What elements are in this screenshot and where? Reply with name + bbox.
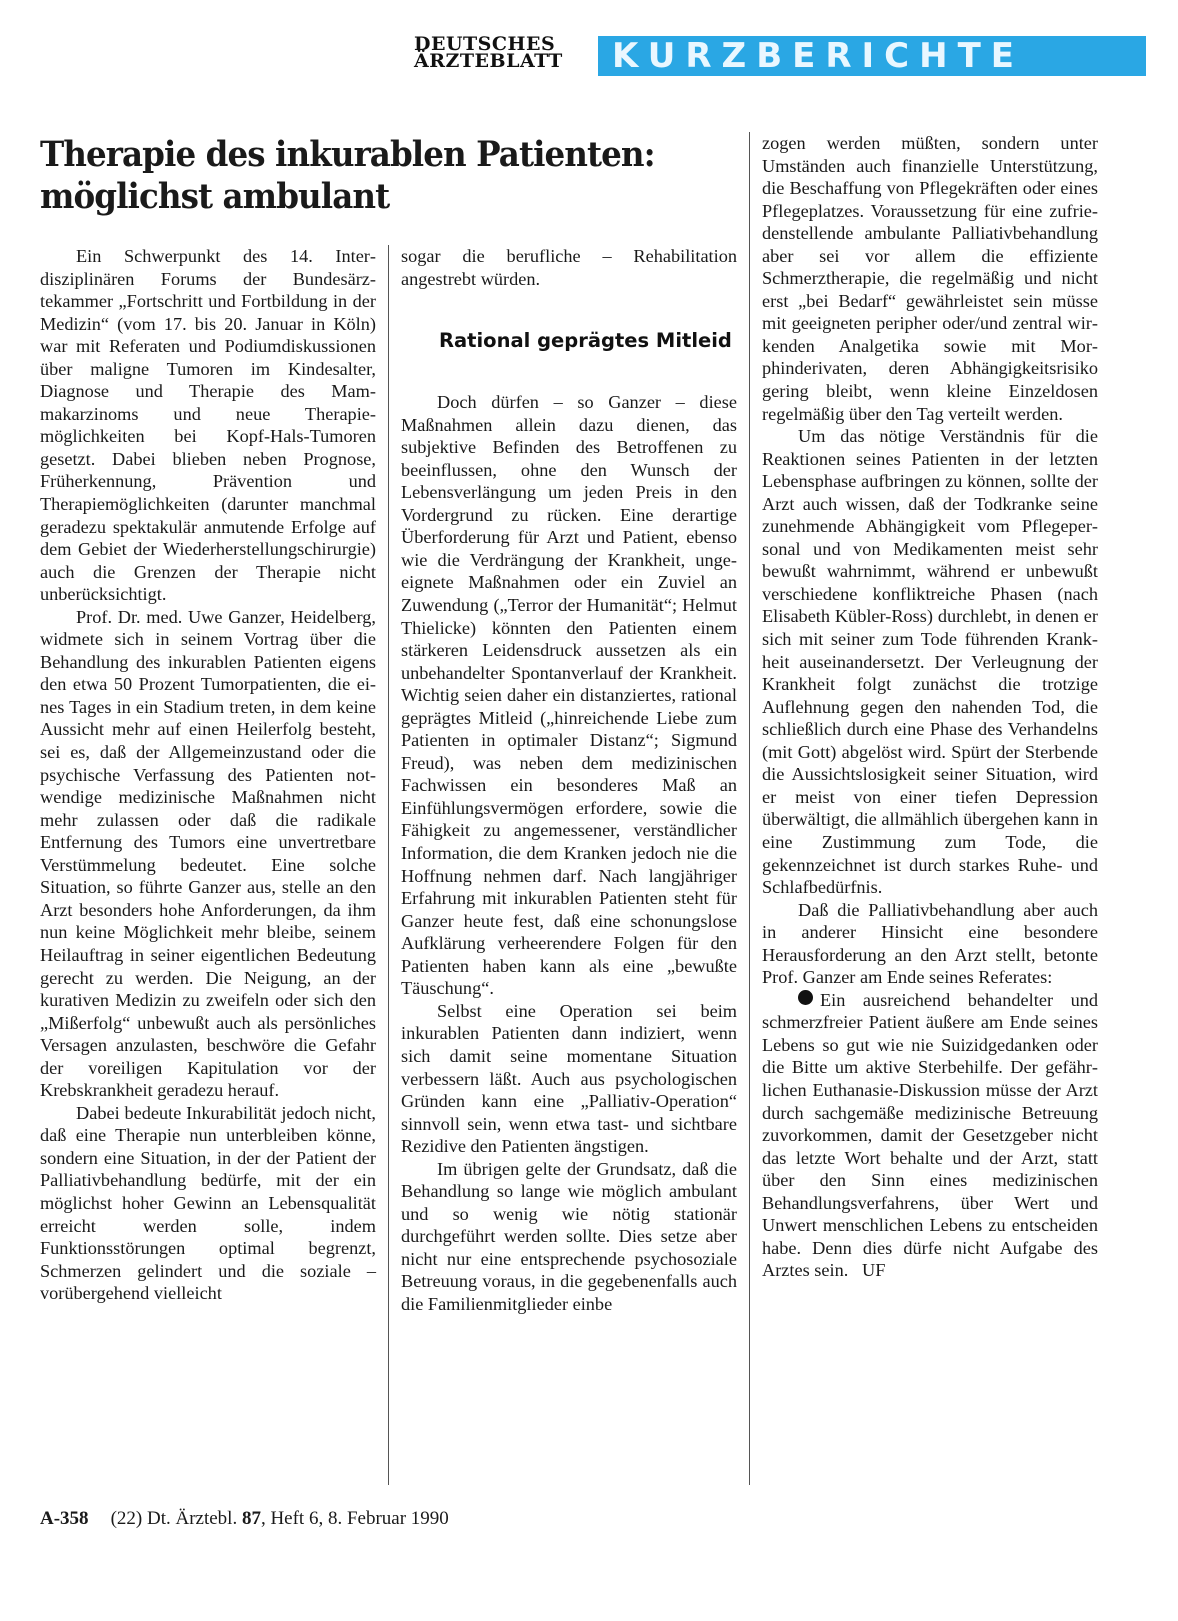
- page-footer: [40, 1508, 449, 1530]
- section-banner: [598, 36, 1146, 76]
- paragraph: Selbst eine Operation sei beim inkurablen Patienten dann indiziert, wenn sich damit seine momentane Situation verbessern läßt. Auch aus psychologischen Gründen kann eine „Palliativ-Operation“ sinnvoll sein, wenn etwa tast- und sichtbare Rezidive den Patienten ängstigen.: [401, 1000, 737, 1157]
- paragraph: Doch dürfen – so Ganzer – diese Maßnahmen allein dazu dienen, das subjektive Befinden des Betroffenen zu beeinflussen, ohne den Wunsch der Lebensverlängung um jeden Preis in den Vordergrund zu rücken. Eine derartige Überforderung für Arzt und Patient, ebenso wie die Verdrängung der Krankheit, ungeeignete Maßnahmen oder ein Zuviel an Zuwendung („Terror der Humanität“; Helmut Thielicke) könnten den Patienten einem stärkeren Leidensdruck aussetzen als ein unbehandelter Spontanverlauf der Krankheit. Wichtig seien daher ein distanziertes, rational geprägtes Mitleid („hinreichende Liebe zum Patienten in optimaler Distanz“; Sigmund Freud), was neben dem medizinischen Fachwissen ein besonderes Maß an Einfühlungsvermögen erfordere, sowie die Fähigkeit zu angemessener, verständlicher Information, die dem Kranken jedoch nie die Hoffnung nehmen darf. Nach langjähriger Erfahrung mit inkurablen Patienten steht für Ganzer heute fest, daß eine schonungslose Aufklärung verheerendere Folgen für den Patienten haben kann als eine „bewußte Täuschung“.: [401, 392, 737, 999]
- article-title-line2: möglichst ambulant: [40, 176, 390, 217]
- column-divider: [749, 132, 750, 1485]
- paragraph: Prof. Dr. med. Uwe Ganzer, Heidelberg, widmete sich in seinem Vortrag über die Behandlung des inkurablen Patienten eigens den etwa 50 Prozent Tumorpatienten, die eines Tages in ein Stadium treten, in dem keine Aussicht mehr auf einen Heilerfolg besteht, sei es, daß der Allgemeinzustand oder die psychische Verfassung des Patienten notwendige medizinische Maßnahmen nicht mehr zulassen oder daß die radikale Entfernung des Tumors eine unvertretbare Verstümmelung bedeutet. Eine solche Situation, so führte Ganzer aus, stelle an den Arzt besonders hohe Anforderungen, da ihm nun keine Möglichkeit mehr bleibe, seinem Heilauftrag in seiner eigentlichen Bedeutung gerecht zu werden. Die Neigung, an der kurativen Medizin zu zweifeln oder sich den „Mißerfolg“ unbewußt auch als persönliches Versagen anzulasten, beschwöre die Gefahr der voreiligen Kapitulation vor der Krebskrankheit geradezu herauf.: [40, 606, 376, 1101]
- bullet-paragraph: [762, 989, 1098, 1282]
- article-column-2: [401, 245, 737, 1316]
- paragraph: zogen werden müßten, sondern unter Umständen auch finanzielle Unterstützung, die Beschaffung von Pflegekräften oder eines Pflegeplatzes. Voraussetzung für eine zufriedenstellende ambulante Palliativbehandlung aber sei vor allem die effiziente Schmerztherapie, die regelmäßig und nicht erst „bei Bedarf“ gewährleistet sein müsse mit geeigneten peripher oder/und zentral wirkenden Analgetika sowie mit Morphinderivaten, deren Abhängigkeitsrisiko gering bleibt, wenn kleine Einzeldosen regelmäßig über den Tag verteilt werden.: [762, 133, 1098, 424]
- article-column-3: [762, 132, 1098, 1282]
- volume-number: 87: [241, 1508, 261, 1529]
- citation-issue: , Heft 6, 8. Februar 1990: [260, 1508, 449, 1529]
- paragraph: Im übrigen gelte der Grundsatz, daß die Behandlung so lange wie möglich ambulant und so wenig wie nötig stationär durchgeführt werden sollte. Dies setze aber nicht nur eine entsprechende psychosoziale Betreuung voraus, in die gegebenenfalls auch die Familienmitglieder einbe: [401, 1158, 737, 1314]
- journal-name-line2: ÄRZTEBLATT: [414, 50, 563, 72]
- bullet-icon: [798, 990, 813, 1005]
- author-signature: UF: [862, 1260, 886, 1281]
- page-folio: A-358: [40, 1508, 89, 1529]
- paragraph: Um das nötige Verständnis für die Reaktionen seines Patienten in der letzten Lebensphase aufbringen zu können, sollte der Arzt auch wissen, daß der Todkranke seine zunehmende Abhängigkeit vom Pflegepersonal und von Medikamenten meist sehr bewußt wahrnimmt, während er unbewußt verschiedene konfliktreiche Phasen (nach Elisabeth Kübler-Ross) durchlebt, in denen er sich mit seiner zum Tode führenden Krankheit auseinandersetzt. Der Verleugnung der Krankheit folgt zunächst die trotzige Auflehnung gegen den nahenden Tod, die schließlich durch eine Phase des Verhandelns (mit Gott) abgelöst wird. Spürt der Sterbende die Aussichtslosigkeit seiner Situation, wird er meist von einer tiefen Depression überwältigt, die allmählich übergehen kann in eine Zustimmung zum Tode, die gekennzeichnet ist durch starkes Ruhe- und Schlafbedürfnis.: [762, 426, 1098, 898]
- article-title-line1: Therapie des inkurablen Patienten:: [40, 134, 655, 175]
- subheading: Rational geprägtes Mitleid: [439, 329, 732, 353]
- journal-logo: [414, 33, 586, 78]
- paragraph: Ein Schwerpunkt des 14. Interdisziplinären Forums der Bundesärztekammer „Fortschritt und Fortbildung in der Medizin“ (vom 17. bis 20. Januar in Köln) war mit Referaten und Podiumdiskussionen über maligne Tumoren im Kindesalter, Diagnose und Therapie des Mammakarzinoms und neue Therapiemöglichkeiten bei Kopf-Hals-Tumoren gesetzt. Dabei blieben neben Prognose, Früherkennung, Prävention und Therapiemöglichkeiten (darunter manchmal geradezu spektakulär anmutende Erfolge auf dem Gebiet der Wiederherstellungschirurgie) auch die Grenzen der Therapie nicht unberücksichtigt.: [40, 246, 376, 605]
- column-divider: [388, 245, 389, 1485]
- article-column-1: [40, 245, 376, 1305]
- paragraph: sogar die berufliche – Rehabilitation angestrebt würden.: [401, 246, 737, 289]
- citation-text: (22) Dt. Ärztebl.: [110, 1508, 238, 1529]
- section-label: KURZBERICHTE: [612, 36, 1024, 76]
- paragraph: Dabei bedeute Inkurabilität jedoch nicht, daß eine Therapie nun unterbleiben könne, sondern eine Situation, in der der Patient der Palliativbehandlung bedürfe, mit der ein möglichst hoher Gewinn an Lebensqualität erreicht werden solle, indem Funktionsstörungen optimal begrenzt, Schmerzen gelindert und die soziale – vorübergehend vielleicht: [40, 1102, 376, 1304]
- paragraph: Daß die Palliativbehandlung aber auch in anderer Hinsicht eine besondere Herausforderung an den Arzt stellt, betonte Prof. Ganzer am Ende seines Referates:: [762, 899, 1098, 988]
- masthead: [414, 33, 1146, 78]
- article-title: [40, 134, 655, 218]
- journal-name-line1: DEUTSCHES: [414, 33, 556, 55]
- bullet-text: Ein ausreichend behandelter und schmerzfreier Patient äußere am Ende seines Lebens so gut wie nie Suizidgedanken oder die Bitte um aktive Sterbehilfe. Der gefährlichen Euthanasie-Diskussion müsse der Arzt durch sachgemäße medizinische Betreuung zuvorkommen, damit der Gesetzgeber nicht das letzte Wort behalte und der Arzt, statt über den Sinn eines medizinischen Behandlungsverfahrens, über Wert und Unwert menschlichen Lebens zu entscheiden habe. Denn dies dürfe nicht Aufgabe des Arztes sein.: [762, 989, 1098, 1281]
